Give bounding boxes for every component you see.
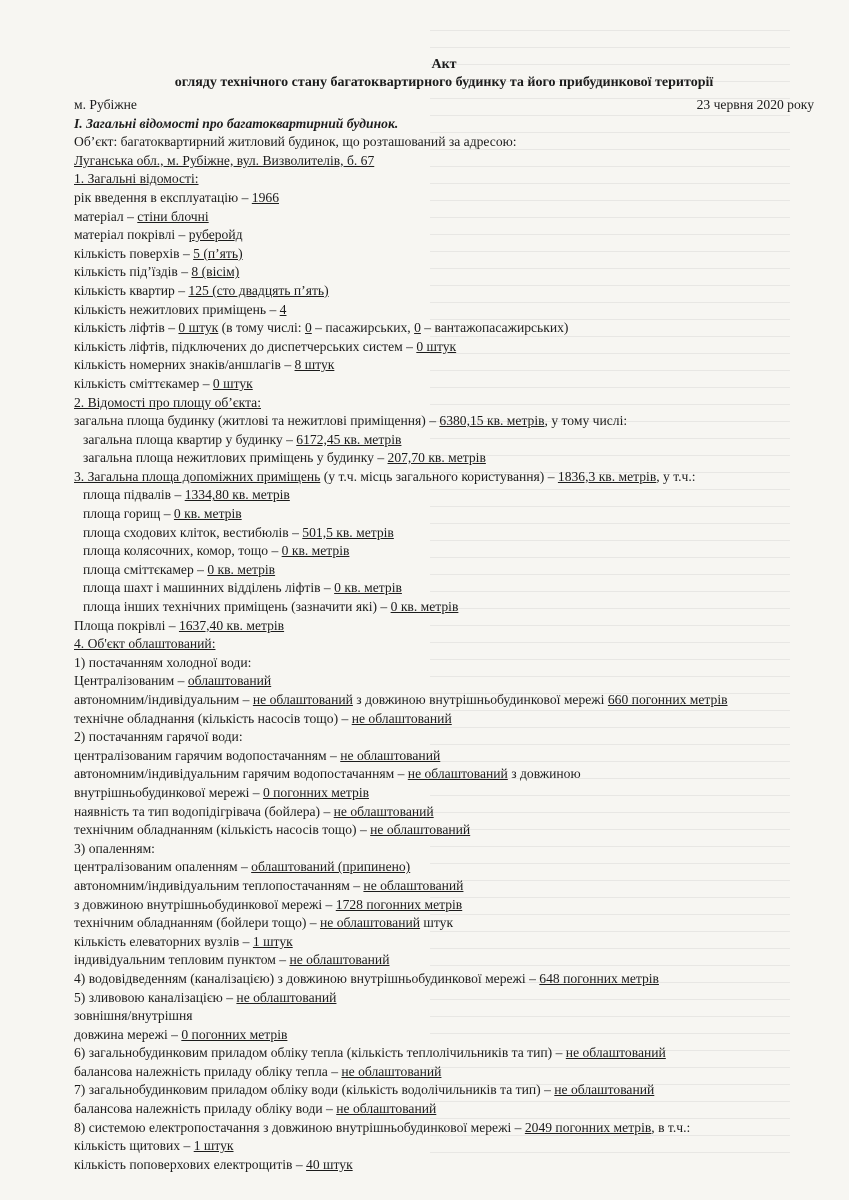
total-area-value: 6380,15 кв. метрів xyxy=(439,413,545,429)
document-date: 23 червня 2020 року xyxy=(696,97,814,112)
heat-auto-row: автономним/індивідуальним теплопостачанням – не облаштований xyxy=(74,877,464,893)
heat-length-row: з довжиною внутрішньобудинкової мережі – 1728 погонних метрів xyxy=(74,896,463,912)
hot-auto-length: 0 погонних метрів xyxy=(262,784,370,800)
cold-auto-row: автономним/індивідуальним – не облаштований з довжиною внутрішньобудинкової мережі 660 погонних метрів xyxy=(74,692,728,707)
shafts-value: 0 кв. метрів xyxy=(334,580,402,596)
aux-total-value: 1836,3 кв. метрів xyxy=(557,468,657,484)
panels-row: кількість щитових – 1 штук xyxy=(74,1138,234,1154)
other-rooms-row: площа інших технічних приміщень (зазначити які) – 0 кв. метрів xyxy=(83,599,459,615)
heat-meter-balance-value: не облаштований xyxy=(341,1063,442,1079)
nonres-count-value: 4 xyxy=(279,301,287,317)
hot-tech-row: технічним обладнанням (кількість насосів тощо) – не облаштований xyxy=(74,822,471,838)
floor-panels-row: кількість поповерхових електрощитів – 40 штук xyxy=(74,1156,353,1172)
document-subtitle: огляду технічного стану багатоквартирного будинку та його прибудинкової території xyxy=(174,75,714,90)
roof-material-value: руберойд xyxy=(188,227,243,243)
elevator-row: кількість елеваторних вузлів – 1 штук xyxy=(74,933,293,949)
storm-length-value: 0 погонних метрів xyxy=(181,1026,288,1042)
water-meter-value: не облаштований xyxy=(554,1082,655,1098)
entrances-value: 8 (вісім) xyxy=(191,264,240,280)
cold-water-heading: 1) постачанням холодної води: xyxy=(74,654,252,670)
heat-central-row: централізованим опаленням – облаштований (припинено) xyxy=(74,859,411,875)
object-label: Об’єкт: багатоквартирний житловий будинок, що розташований за адресою: xyxy=(74,134,517,150)
entrances-row: кількість під’їздів – 8 (вісім) xyxy=(74,264,240,280)
apartments-row: кількість квартир – 125 (сто двадцять п’ять) xyxy=(74,282,329,298)
signs-row: кількість номерних знаків/аншлагів – 8 штук xyxy=(74,357,335,373)
inspection-act-document xyxy=(74,56,814,1174)
lifts-value: 0 штук xyxy=(178,320,219,336)
sewer-row: 4) водовідведенням (каналізацією) з довжиною внутрішньобудинкової мережі – 648 погонних метрів xyxy=(74,970,659,986)
hot-auto-length-row: внутрішньобудинкової мережі – 0 погонних метрів xyxy=(74,784,370,800)
area-heading: 2. Відомості про площу об’єкта: xyxy=(74,394,261,410)
boiler-value: не облаштований xyxy=(333,803,434,819)
apt-area-value: 6172,45 кв. метрів xyxy=(296,431,402,447)
nonres-area-row: загальна площа нежитлових приміщень у будинку – 207,70 кв. метрів xyxy=(83,450,486,466)
water-meter-balance-value: не облаштований xyxy=(336,1101,437,1117)
heat-tech-row: технічним обладнанням (бойлери тощо) – не облаштований штук xyxy=(74,915,454,931)
attic-value: 0 кв. метрів xyxy=(173,506,242,522)
object-address: Луганська обл., м. Рубіжне, вул. Визволителів, б. 67 xyxy=(74,152,375,168)
strollers-value: 0 кв. метрів xyxy=(281,543,350,559)
stairs-row: площа сходових кліток, вестибюлів – 501,5 кв. метрів xyxy=(83,524,394,540)
heat-meter-value: не облаштований xyxy=(565,1045,666,1061)
boiler-row: наявність та тип водопідігрівача (бойлера) – не облаштований xyxy=(74,803,434,819)
signs-value: 8 штук xyxy=(294,357,335,373)
document-title: Акт xyxy=(431,57,457,72)
storm-row: 5) зливовою каналізацією – не облаштований xyxy=(74,989,337,1005)
roof-area-row: Площа покрівлі – 1637,40 кв. метрів xyxy=(74,617,285,633)
roof-area-value: 1637,40 кв. метрів xyxy=(178,617,285,633)
lifts-dispatch-row: кількість ліфтів, підключених до диспетчерських систем – 0 штук xyxy=(74,338,457,354)
storm-value: не облаштований xyxy=(236,989,337,1005)
chute-area-value: 0 кв. метрів xyxy=(207,561,276,577)
cold-central-value: облаштований xyxy=(187,673,272,689)
aux-heading-row: 3. Загальна площа допоміжних приміщень (у т.ч. місць загального користування) – 1836,3 кв. метрів, у т.ч.: xyxy=(74,468,696,484)
lifts-row: кількість ліфтів – 0 штук (в тому числі: 0 – пасажирських, 0 – вантажопасажирських) xyxy=(74,320,569,336)
ihp-row: індивідуальним тепловим пунктом – не облаштований xyxy=(74,952,390,968)
heating-heading: 3) опаленням: xyxy=(74,840,155,856)
section1-heading: I. Загальні відомості про багатоквартирний будинок. xyxy=(74,115,399,131)
year-row: рік введення в експлуатацію – 1966 xyxy=(74,189,279,205)
floors-row: кількість поверхів – 5 (п’ять) xyxy=(74,245,243,261)
hot-auto-value: не облаштований xyxy=(407,766,508,782)
hot-central-value: не облаштований xyxy=(340,747,441,763)
cold-tech-row: технічне обладнання (кількість насосів тощо) – не облаштований xyxy=(74,710,452,726)
hot-auto-row: автономним/індивідуальним гарячим водопостачанням – не облаштований з довжиною xyxy=(74,766,581,782)
heat-central-value: облаштований (припинено) xyxy=(251,859,411,875)
basement-value: 1334,80 кв. метрів xyxy=(184,487,290,503)
equip-heading: 4. Об'єкт облаштований: xyxy=(74,636,216,652)
general-heading: 1. Загальні відомості: xyxy=(74,171,199,187)
elevator-value: 1 штук xyxy=(252,933,293,949)
water-meter-balance-row: балансова належність приладу обліку води – не облаштований xyxy=(74,1101,437,1117)
water-meter-row: 7) загальнобудинковим приладом обліку води (кількість водолічильників та тип) – не облаштований xyxy=(74,1082,655,1098)
place-date-row xyxy=(74,96,814,115)
floor-panels-value: 40 штук xyxy=(306,1156,353,1172)
attic-row: площа горищ – 0 кв. метрів xyxy=(83,506,242,522)
hot-central-row: централізованим гарячим водопостачанням – не облаштований xyxy=(74,747,441,763)
apt-area-row: загальна площа квартир у будинку – 6172,45 кв. метрів xyxy=(83,431,402,447)
total-area-row: загальна площа будинку (житлові та нежитлові приміщення) – 6380,15 кв. метрів, у тому числі: xyxy=(74,413,628,429)
strollers-row: площа колясочних, комор, тощо – 0 кв. метрів xyxy=(83,543,350,559)
nonres-area-value: 207,70 кв. метрів xyxy=(387,450,486,466)
heat-meter-row: 6) загальнобудинковим приладом обліку тепла (кількість теплолічильників та тип) – не облаштований xyxy=(74,1045,666,1061)
cold-auto-length: 660 погонних метрів xyxy=(607,692,728,707)
cold-central-row: Централізованим – облаштований xyxy=(74,673,272,689)
lifts-dispatch-value: 0 штук xyxy=(416,338,457,354)
hot-tech-value: не облаштований xyxy=(370,822,471,838)
material-value: стіни блочні xyxy=(137,208,209,224)
sewer-value: 648 погонних метрів xyxy=(539,970,659,986)
chutes-value: 0 штук xyxy=(212,375,253,391)
hot-water-heading: 2) постачанням гарячої води: xyxy=(74,729,243,745)
shafts-row: площа шахт і машинних відділень ліфтів – 0 кв. метрів xyxy=(83,580,402,596)
year-value: 1966 xyxy=(251,189,279,205)
chutes-row: кількість сміттєкамер – 0 штук xyxy=(74,375,253,391)
roof-material-row: матеріал покрівлі – руберойд xyxy=(74,227,243,243)
heat-tech-value: не облаштований xyxy=(320,915,421,931)
cold-auto-value: не облаштований xyxy=(252,692,353,707)
other-rooms-value: 0 кв. метрів xyxy=(390,599,459,615)
chute-area-row: площа сміттєкамер – 0 кв. метрів xyxy=(83,561,276,577)
power-length-value: 2049 погонних метрів xyxy=(524,1119,652,1135)
panels-value: 1 штук xyxy=(193,1138,234,1154)
power-row: 8) системою електропостачання з довжиною внутрішньобудинкової мережі – 2049 погонних метрів, в т.ч.: xyxy=(74,1119,691,1135)
heat-auto-value: не облаштований xyxy=(363,877,464,893)
ihp-value: не облаштований xyxy=(289,952,390,968)
cold-tech-value: не облаштований xyxy=(351,710,452,726)
aux-heading: 3. Загальна площа допоміжних приміщень xyxy=(74,468,321,484)
heat-meter-balance-row: балансова належність приладу обліку тепла – не облаштований xyxy=(74,1063,442,1079)
city: м. Рубіжне xyxy=(74,97,137,112)
material-row: матеріал – стіни блочні xyxy=(74,208,209,224)
heat-length-value: 1728 погонних метрів xyxy=(335,896,463,912)
stairs-value: 501,5 кв. метрів xyxy=(302,524,394,540)
apartments-value: 125 (сто двадцять п’ять) xyxy=(188,282,329,298)
basement-row: площа підвалів – 1334,80 кв. метрів xyxy=(83,487,290,503)
storm-length-row: довжина мережі – 0 погонних метрів xyxy=(74,1026,288,1042)
floors-value: 5 (п’ять) xyxy=(193,245,243,261)
storm-type: зовнішня/внутрішня xyxy=(74,1008,193,1024)
nonres-count-row: кількість нежитлових приміщень – 4 xyxy=(74,301,287,317)
